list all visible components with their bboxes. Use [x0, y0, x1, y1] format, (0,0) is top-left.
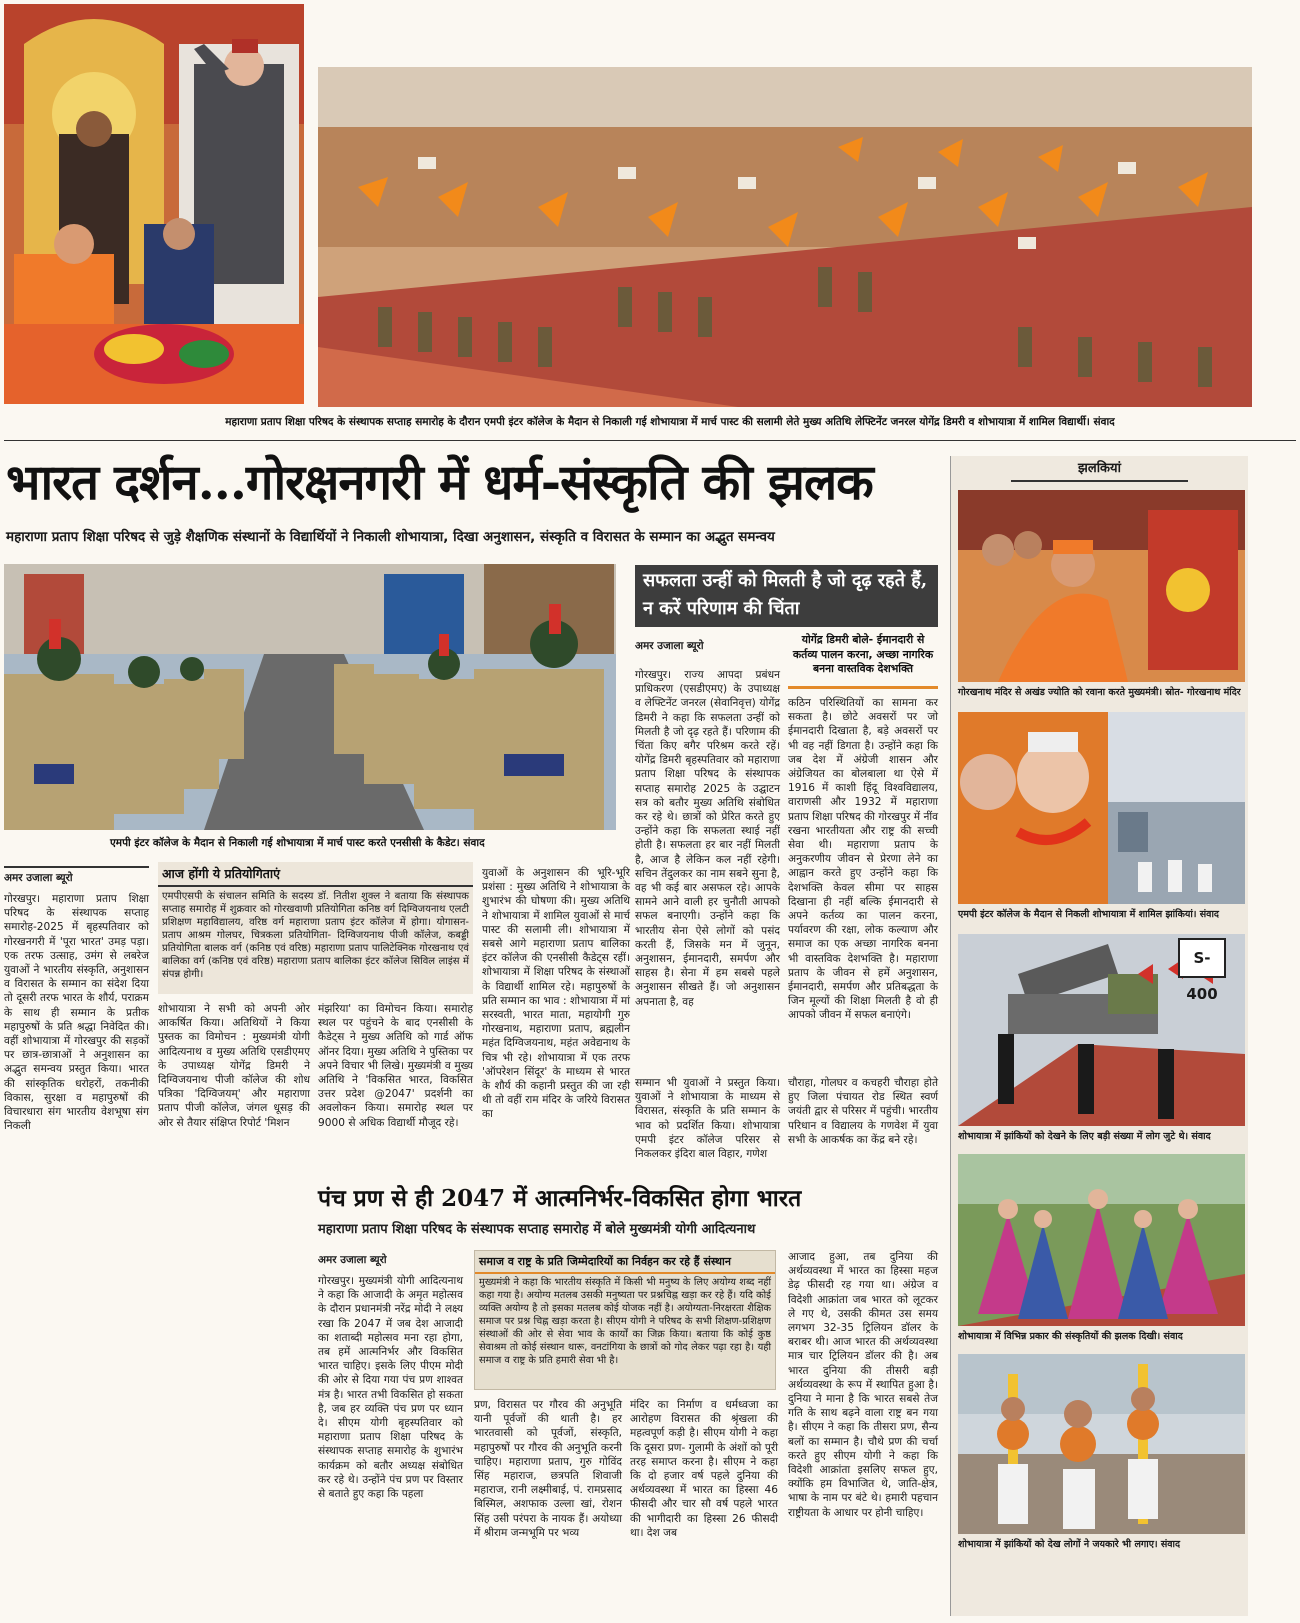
story2-column: शोभायात्रा ने सभी को अपनी ओर आकर्षित किया। अतिथियों ने किया पुस्तक का विमोचन : मुख्यमंत्री योगी आदित्यनाथ व मुख्य अतिथि एसडीएमए के उपाध्यक्ष योगेंद्र डिमरी ने दिग्विजयनाथ पीजी कॉलेज की शोध पत्रिका 'दिग्विजयम्' और महाराणा प्रताप पीजी कॉलेज, जंगल धूसड़ की ओर से तैयार संक्षिप्त रिपोर्ट 'मिशन: [158, 1003, 310, 1129]
top-photo-caption: महाराणा प्रताप शिक्षा परिषद के संस्थापक सप्ताह समारोह के दौरान एमपी इंटर कॉलेज के मैदान से निकाली गई शोभायात्रा में मार्च पास्ट की सलामी लेते मुख्य अतिथि लेफ्टिनेंट जनरल योगेंद्र डिमरी व शोभायात्रा में शामिल विद्यार्थी। संवाद: [225, 416, 1115, 428]
quote-text: सफलता उन्हीं को मिलती है जो दृढ़ रहते हैं, न करें परिणाम की चिंता: [643, 570, 928, 619]
story6-column: कठिन परिस्थितियों का सामना कर सकता है। छोटे अवसरों पर जो ईमानदारी दिखाता है, बड़े अवसरों पर भी वह नहीं डिगता है। उन्होंने कहा कि जब देश में अंग्रेजी शासन और अंग्रेजियत का बोलबाला था ऐसे में 1916 में काशी हिंदू विश्वविद्यालय, वाराणसी और 1932 में महाराणा प्रताप शिक्षा परिषद की गोरखपुर में नींव रखना भारतीयता और राष्ट्र की सच्ची सेवा थी। महाराणा प्रताप के अनुकरणीय जीवन से प्रेरणा लेने का आह्वान करते हुए उन्होंने कहा कि देशभक्ति केवल सीमा पर साहस दिखाना ही नहीं बल्कि ईमानदारी से अपने कर्तव्य का पालन करना, पर्यावरण की रक्षा, लोक कल्याण और समाज का एक अच्छा नागरिक बनना भी वास्तविक देशभक्ति है। महाराणा प्रताप के जीवन से हमें अनुशासन, ईमानदारी, समर्पण और प्रतिबद्धता के जिन मूल्यों की शिक्षा मिलती है वो ही आपको जीवन में सफल बनाएंगे।: [788, 697, 938, 1022]
story1-byline: अमर उजाला ब्यूरो: [4, 866, 149, 885]
competitions-text: एमपीएसपी के संचालन समिति के सदस्य डॉ. नितीश शुक्ल ने बताया कि संस्थापक सप्ताह समारोह में शुक्रवार को गोरखवाणी प्रतियोगिता कनिष्ठ वर्ग दिग्विजयनाथ एलटी प्रशिक्षण महाविद्यालय, वरिष्ठ वर्ग महाराणा प्रताप इंटर कॉलेज में होगा। योगासन- प्रताप आश्रम गोलघर, चित्रकला प्रतियोगिता- दिग्विजयनाथ पीजी कॉलेज, कबड्डी प्रतियोगिता बालक वर्ग (कनिष्ठ एवं वरिष्ठ) महाराणा प्रताप पालिटेक्निक गोरखनाथ एवं बालिका वर्ग (कनिष्ठ एवं वरिष्ठ) महाराणा प्रताप बालिका इंटर कॉलेज सिविल लाइंस में संपन्न होगी।: [162, 891, 469, 980]
divider: [4, 440, 1296, 441]
story3-column: मंझरिया' का विमोचन किया। समारोह स्थल पर पहुंचने के बाद एनसीसी के कैडेट्स ने मुख्य अतिथि को गार्ड ऑफ ऑनर दिया। मुख्य अतिथि ने पुस्तिका पर अपने विचार भी लिखे। मुख्यमंत्री व मुख्य अतिथि ने 'विकसित भारत, विकसित उत्तर प्रदेश @2047' प्रदर्शनी का अवलोकन किया। समारोह स्थल पर 9000 से अधिक विद्यार्थी मौजूद रहे।: [318, 1003, 473, 1129]
story10-column: प्रण, विरासत पर गौरव की अनुभूति यानी पूर्वजों की थाती है। हर भारतवासी को पूर्वजों, संस्कृति, महापुरुषों पर गौरव की अनुभूति करनी चाहिए। महाराणा प्रताप, गुरु गोविंद सिंह महाराज, छत्रपति शिवाजी महाराज, रानी लक्ष्मीबाई, पं. रामप्रसाद बिस्मिल, अशफाक उल्ला खां, रोशन सिंह उसी परंपरा के नायक हैं। अयोध्या में श्रीराम जन्मभूमि पर भव्य: [474, 1399, 622, 1539]
sidebar-caption-5: शोभायात्रा में झांकियों को देख लोगों ने जयकारे भी लगाए। संवाद: [958, 1539, 1181, 1550]
s400-badge: [1178, 938, 1226, 1003]
story9-column: गोरखपुर। मुख्यमंत्री योगी आदित्यनाथ ने कहा कि आजादी के अमृत महोत्सव के दौरान प्रधानमंत्री नरेंद्र मोदी ने लक्ष्य रखा कि 2047 में जब देश आजादी का शताब्दी महोत्सव मना रहा होगा, तब हमें आत्मनिर्भर और विकसित भारत चाहिए। इसके लिए पीएम मोदी की ओर से दिया गया पंच प्रण शाश्वत मंत्र है। भारत तभी विकसित हो सकता है, जब हर व्यक्ति पंच प्रण पर ध्यान दे। सीएम योगी बृहस्पतिवार को महाराणा प्रताप शिक्षा परिषद के संस्थापक सप्ताह समारोह के शुभारंभ कार्यक्रम को बतौर अध्यक्ष संबोधित कर रहे थे। उन्होंने पंच प्रण पर विस्तार से बताते हुए कहा कि पहला: [318, 1275, 463, 1501]
inset-title: समाज व राष्ट्र के प्रति जिम्मेदारियों का निर्वहन कर रहे हैं संस्थान: [475, 1251, 775, 1274]
second-headline: पंच प्रण से ही 2047 में आत्मनिर्भर-विकसित होगा भारत: [318, 1185, 802, 1212]
story7-column: सम्मान भी युवाओं ने प्रस्तुत किया। युवाओं ने शोभायात्रा के माध्यम से विरासत, संस्कृति के प्रति सम्मान के भाव को प्रदर्शित किया। शोभायात्रा एमपी इंटर कॉलेज परिसर से निकलकर इंदिरा बाल विहार, गणेश: [635, 1077, 780, 1161]
inset-text: मुख्यमंत्री ने कहा कि भारतीय संस्कृति में किसी भी मनुष्य के लिए अयोग्य शब्द नहीं कहा गया है। अयोग्य मतलब उसकी मनुष्यता पर प्रश्नचिह्न खड़ा कर रहे हैं। यदि कोई व्यक्ति अयोग्य है तो इसका मतलब कोई योजक नहीं है। अयोग्यता-निरक्षरता शैक्षिक समाज पर प्रश्न चिह्न खड़ा करता है। सीएम योगी ने परिषद के सभी शिक्षण-प्रशिक्षण संस्थाओं की ओर से सेवा भाव के कार्यों का जिक्र किया। बताया कि कोई कुष्ठ सेवाश्रम तो कोई संस्थान थारू, वनटांगिया के छात्रों को गोद लेकर पढ़ा रहा है। यही समाज व राष्ट्र के प्रति हमारी सेवा भी है।: [479, 1277, 771, 1366]
competitions-heading: आज होंगी ये प्रतियोगिताएं: [158, 862, 473, 887]
main-subheadline: महाराणा प्रताप शिक्षा परिषद से जुड़े शैक्षणिक संस्थानों के विद्यार्थियों ने निकाली शोभायात्रा, दिखा अनुशासन, संस्कृति व विरासत के सम्मान का अद्भुत समन्वय: [6, 529, 775, 545]
dimri-subhead: योगेंद्र डिमरी बोले- ईमानदारी से कर्तव्य पालन करना, अच्छा नागरिक बनना वास्तविक देशभक्ति: [788, 633, 938, 689]
story1-column: गोरखपुर। महाराणा प्रताप शिक्षा परिषद के संस्थापक सप्ताह समारोह-2025 में बृहस्पतिवार को गोरखनगरी में 'पूरा भारत' उमड़ पड़ा। एक तरफ उत्साह, उमंग से लबरेज युवाओं ने भारतीय संस्कृति, अनुशासन व विरासत के सम्मान का संदेश दिया तो दूसरी तरफ भारत के शौर्य, पराक्रम के साथ ही सम्मान के प्रतीक महापुरुषों के प्रति श्रद्धा निवेदित की। वहीं शोभायात्रा में गोरखपुर की सड़कों पर छात्र-छात्राओं ने अनुशासन का अद्भुत समन्वय प्रस्तुत किया। भारत की सांस्कृतिक धरोहरों, तकनीकी विकास, सुरक्षा व महापुरुषों की विचारधारा संग भारतीय वेशभूषा संग निकली: [4, 893, 149, 1133]
procession-crowd-photo: [318, 67, 1252, 407]
quote-box: [635, 565, 938, 627]
jaikare-procession-photo: [958, 1354, 1245, 1534]
sidebar-caption-2: एमपी इंटर कॉलेज के मैदान से निकली शोभायात्रा में शामिल झांकियां। संवाद: [958, 909, 1219, 920]
sidebar-caption-4: शोभायात्रा में विभिन्न प्रकार की संस्कृतियों की झलक दिखी। संवाद: [958, 1331, 1183, 1342]
quote-byline: अमर उजाला ब्यूरो: [635, 640, 704, 652]
s400-label: S-400: [1186, 949, 1218, 1003]
main-headline: भारत दर्शन...गोरक्षनगरी में धर्म-संस्कृति की झलक: [6, 453, 873, 511]
tableau-portraits-photo: [958, 712, 1245, 904]
competitions-box: [158, 862, 473, 994]
ncc-cadets-march-photo: [4, 564, 616, 830]
inset-box: [474, 1250, 776, 1390]
story5-column: गोरखपुर। राज्य आपदा प्रबंधन प्राधिकरण (एसडीएमए) के उपाध्यक्ष व लेफ्टिनेंट जनरल (सेवानिवृत्त) योगेंद्र डिमरी ने कहा कि सफलता उन्हीं को मिलती है जो दृढ़ रहते हैं। परिणाम की चिंता किए बगैर परिश्रम करते रहें। योगेंद्र डिमरी बृहस्पतिवार को महाराणा प्रताप शिक्षा परिषद के संस्थापक सप्ताह समारोह 2025 के उद्घाटन सत्र को बतौर मुख्य अतिथि संबोधित कर रहे थे। छात्रों को प्रेरित करते हुए उन्होंने कहा कि सफलता स्थाई नहीं होती है। सफलता हर बार नहीं मिलती है, आज है लेकिन कल नहीं रहेगी। सचिन तेंदुलकर का नाम सबने सुना है, वह भी कई बार असफल रहे। आपके सामने आने वाली हर चुनौती आपको सफल बनाएगी। उन्होंने कहा कि भारतीय सेना ऐसे लोगों को पसंद करती हैं, जिसके मन में जुनून, अनुशासन, ईमानदारी, समर्पण और साहस है। सेना में हम सबसे पहले अनुशासन सीखते हैं। जो अनुशासन अपनाता है, वह: [635, 669, 780, 1008]
story12-column: आजाद हुआ, तब दुनिया की अर्थव्यवस्था में भारत का हिस्सा महज डेढ़ फीसदी रह गया था। अंग्रेज व विदेशी आक्रांता जब भारत को लूटकर ले गए थे, उसकी कीमत उस समय लगभग 32-35 ट्रिलियन डॉलर के बराबर थी। आज भारत की अर्थव्यवस्था मात्र चार ट्रिलियन डॉलर की है। अब भारत दुनिया की तीसरी बड़ी अर्थव्यवस्था के रूप में स्थापित हुआ है। दुनिया ने माना है कि भारत सबसे तेज गति के साथ बढ़ने वाला राष्ट्र बन गया है। सीएम ने कहा कि तीसरा प्रण, सैन्य बलों का सम्मान है। चौथे प्रण की चर्चा करते हुए सीएम योगी ने कहा कि विदेशी आक्रांता इसलिए सफल हुए, क्योंकि हम विभाजित थे, जाति-क्षेत्र, भाषा के नाम पर बंटे थे। हमारी पहचान राष्ट्रीयता के आधार पर होनी चाहिए।: [788, 1251, 938, 1519]
story4-column: युवाओं के अनुशासन की भूरि-भूरि प्रशंसा : मुख्य अतिथि ने शोभायात्रा के शुभारंभ की घोषणा की। मुख्य अतिथि ने शोभायात्रा में शामिल युवाओं से मार्च पास्ट की सलामी ली। शोभायात्रा में सबसे आगे महाराणा प्रताप बालिका इंटर कॉलेज की एनसीसी कैडेट्स रहीं। शोभायात्रा में शिक्षा परिषद के संस्थाओं के विद्यार्थी शामिल रहे। महापुरुषों के प्रति सम्मान का भाव : शोभायात्रा में मां सरस्वती, भारत माता, महायोगी गुरु गोरखनाथ, महाराणा प्रताप, ब्रह्मलीन महंत दिग्विजयनाथ, महंत अवेद्यनाथ के चित्र भी रहे। शोभायात्रा में एक तरफ 'ऑपरेशन सिंदूर' के माध्यम से भारत के शौर्य की कहानी प्रस्तुत की जा रही थी तो वहीं राम मंदिर के जरिये विरासत का: [482, 867, 630, 1121]
akhand-jyoti-photo: [958, 490, 1245, 682]
sidebar-title: झलकियां: [1011, 458, 1188, 482]
cultural-dancers-photo: [958, 1154, 1245, 1326]
sidebar-caption-3: शोभायात्रा में झांकियों को देखने के लिए बड़ी संख्या में लोग जुटे थे। संवाद: [958, 1131, 1211, 1142]
story11-column: मंदिर का निर्माण व धर्मध्वजा का आरोहण विरासत की श्रृंखला की महत्वपूर्ण कड़ी है। सीएम योगी ने कहा कि दूसरा प्रण- गुलामी के अंशों को पूरी तरह समाप्त करना है। सीएम ने कहा कि दो हजार वर्ष पहले दुनिया की अर्थव्यवस्था में भारत का हिस्सा 46 फीसदी और चार सौ वर्ष पहले भारत की भागीदारी का हिस्सा 26 फीसदी था। देश जब: [630, 1399, 778, 1539]
cm-salute-photo: [4, 4, 304, 404]
parade-caption: एमपी इंटर कॉलेज के मैदान से निकाली गई शोभायात्रा में मार्च पास्ट करते एनसीसी के कैडेट। संवाद: [110, 837, 485, 849]
story8-column: चौराहा, गोलघर व कचहरी चौराहा होते हुए जिला पंचायत रोड स्थित स्वर्ण जयंती द्वार से परिसर में पहुंची। भारतीय परिधान व विद्यालय के गणवेश में युवा सभी के आकर्षक का केंद्र बने रहे।: [788, 1077, 938, 1146]
story9-byline: अमर उजाला ब्यूरो: [318, 1254, 387, 1266]
second-subheadline: महाराणा प्रताप शिक्षा परिषद के संस्थापक सप्ताह समारोह में बोले मुख्यमंत्री योगी आदित्यनाथ: [318, 1222, 756, 1237]
sidebar-caption-1: गोरखनाथ मंदिर से अखंड ज्योति को रवाना करते मुख्यमंत्री। स्रोत- गोरखनाथ मंदिर: [958, 687, 1241, 698]
